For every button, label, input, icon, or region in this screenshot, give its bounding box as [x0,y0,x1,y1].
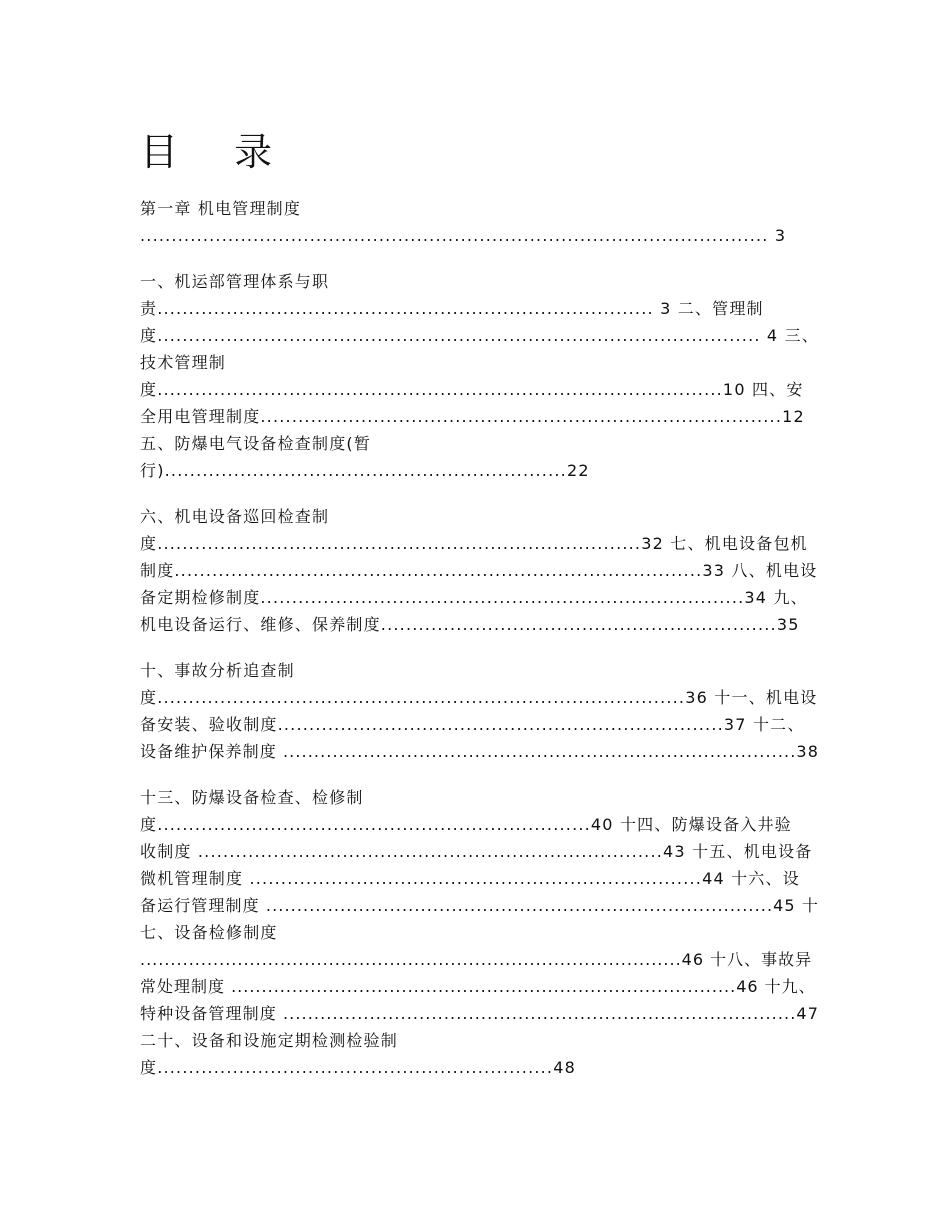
toc-line: 度..........................................................................................10 四、安 [140,380,804,399]
toc-line: 机电设备运行、维修、保养制度...............................................................35 [140,615,800,634]
toc-line: 设备维护保养制度 ...................................................................................38 [140,742,819,761]
toc-line: 行)................................................................22 [140,461,590,480]
toc-line: 第一章 机电管理制度 [140,199,302,218]
toc-line: 备安装、验收制度.......................................................................37 十二、 [140,715,805,734]
toc-line: 六、机电设备巡回检查制 [140,507,330,526]
page-title: 目 录 [140,130,295,174]
toc-line: 收制度 ..........................................................................43 十五、机电设备 [140,842,813,861]
toc-line: 五、防爆电气设备检查制度(暂 [140,434,372,453]
toc-line: 微机管理制度 ........................................................................44 十六、设 [140,869,800,888]
toc-line: 责............................................................................... 3 二、管理制 [140,299,764,318]
toc-line: 度...............................................................48 [140,1058,576,1077]
toc-line: .................................................................................................... 3 [140,226,787,245]
toc-line: 七、设备检修制度 [140,923,278,942]
toc-line: 全用电管理制度...................................................................................12 [140,407,805,426]
toc-line: 度.....................................................................40 十四、防爆设备入井验 [140,815,792,834]
toc-line: 备运行管理制度 ..................................................................................45 十 [140,896,819,915]
toc-line: 十三、防爆设备检查、检修制 [140,788,364,807]
toc-line: 特种设备管理制度 ...................................................................................47 [140,1004,819,1023]
toc-line: .........................................................................................46 十八、事故异 [140,950,813,969]
toc-line: 二十、设备和设施定期检测检验制 [140,1031,399,1050]
toc-line: 制度....................................................................................33 八、机电设 [140,561,818,580]
toc-line: 度................................................................................................ 4 三、 [140,326,820,345]
toc-line: 常处理制度 ...................................................................................46 十九、 [140,977,816,996]
toc-line: 一、机运部管理体系与职 [140,272,330,291]
toc-line: 度.............................................................................32 七、机电设备包机 [140,534,808,553]
toc-line: 备定期检修制度.............................................................................34 九、 [140,588,808,607]
toc-line: 度....................................................................................36 十一、机电设 [140,688,818,707]
toc-line: 技术管理制 [140,353,227,372]
toc-line: 十、事故分析追查制 [140,661,295,680]
